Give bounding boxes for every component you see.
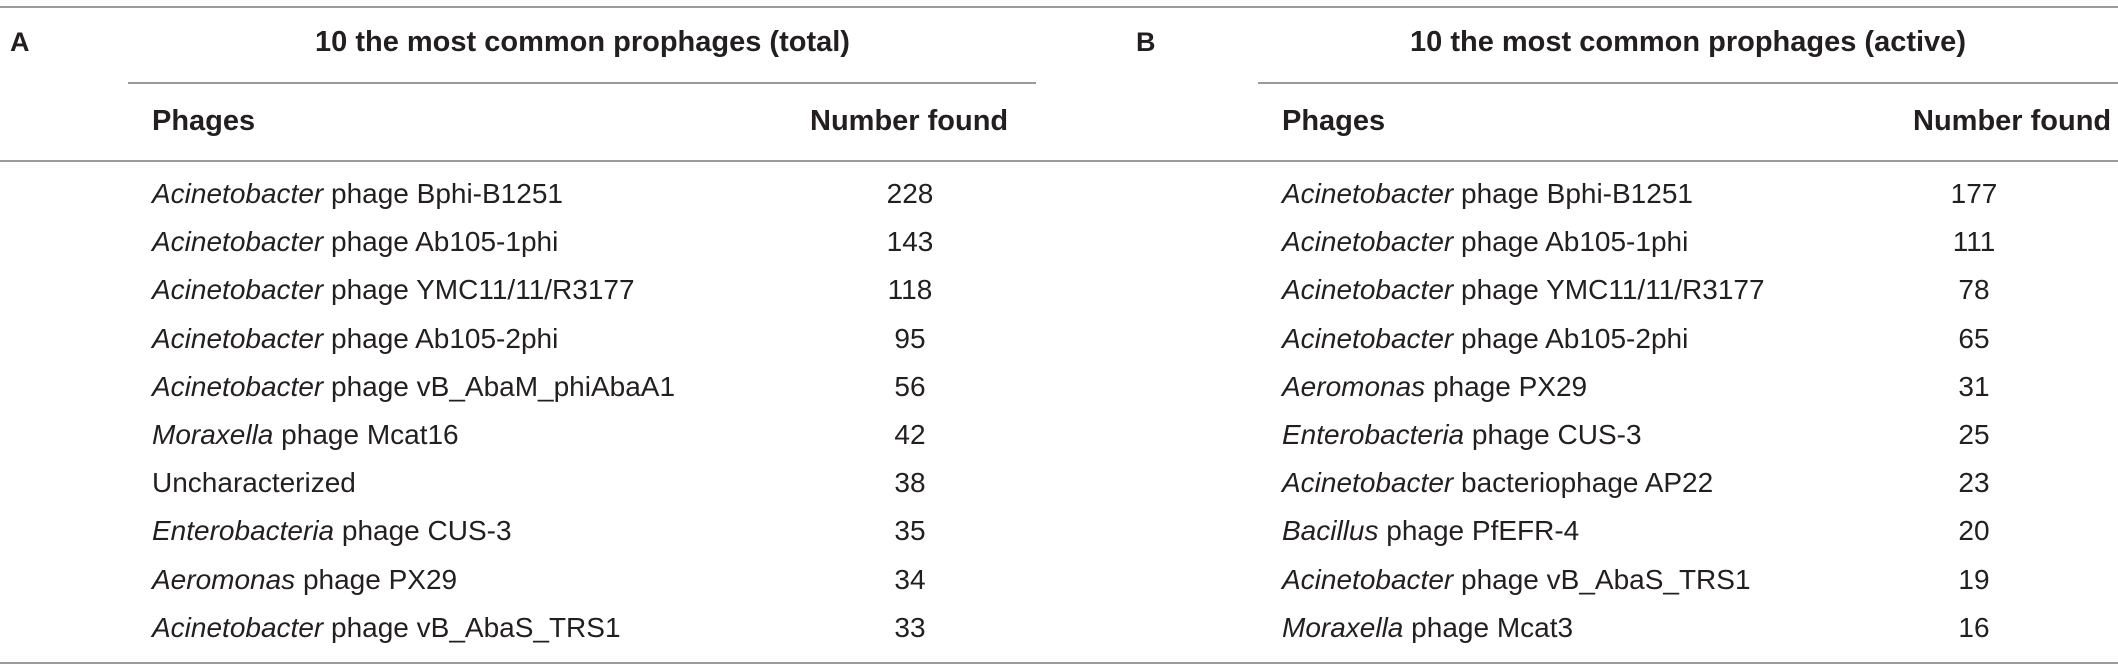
phage-genus: Acinetobacter xyxy=(152,611,324,643)
phage-genus: Acinetobacter xyxy=(1282,226,1454,258)
phage-name xyxy=(152,411,459,459)
phage-genus: Enterobacteria xyxy=(1282,418,1465,450)
phage-genus: Acinetobacter xyxy=(1282,274,1454,306)
table-row xyxy=(1282,507,2112,555)
phage-name xyxy=(152,315,558,363)
table-row xyxy=(152,556,1052,604)
phage-genus: Acinetobacter xyxy=(1282,322,1454,354)
phage-genus: Bacillus xyxy=(1282,515,1379,547)
number-found: 42 xyxy=(894,418,926,450)
table-row xyxy=(1282,604,2112,652)
phage-name xyxy=(152,556,457,604)
number-found: 31 xyxy=(1958,370,1990,402)
number-found: 19 xyxy=(1958,563,1990,595)
panel-label: B xyxy=(1136,27,1156,57)
column-header-number-found: Number found xyxy=(810,105,1009,137)
phage-descriptor: phage Mcat3 xyxy=(1411,611,1574,643)
phage-genus: Moraxella xyxy=(1282,611,1404,643)
table-row xyxy=(152,218,1052,266)
phage-descriptor: phage vB_AbaS_TRS1 xyxy=(1461,563,1751,595)
number-found: 16 xyxy=(1958,611,1990,643)
phage-genus: Acinetobacter xyxy=(1282,563,1454,595)
panel-title: 10 the most common prophages (active) xyxy=(1410,26,1966,58)
phage-descriptor: phage Bphi-B1251 xyxy=(1461,178,1693,209)
table-row xyxy=(152,363,1052,411)
phage-genus: Acinetobacter xyxy=(152,226,324,258)
table-bottom-rule xyxy=(0,662,2118,664)
number-found: 25 xyxy=(1958,418,1990,450)
table-body xyxy=(1282,170,2112,652)
phage-descriptor: phage YMC11/11/R3177 xyxy=(1461,274,1765,306)
phage-descriptor: phage PfEFR-4 xyxy=(1386,515,1580,547)
phage-descriptor: phage PX29 xyxy=(1432,370,1588,402)
panel-title-rule xyxy=(128,82,1036,84)
phage-descriptor: phage CUS-3 xyxy=(341,515,512,547)
phage-descriptor: phage Ab105-2phi xyxy=(1461,322,1689,354)
table-body xyxy=(152,170,1052,652)
phage-descriptor: phage Bphi-B1251 xyxy=(331,178,563,209)
table-row xyxy=(152,411,1052,459)
phage-name xyxy=(152,507,512,555)
table-row xyxy=(152,459,1052,507)
phage-name xyxy=(1282,170,1693,218)
phage-descriptor: phage CUS-3 xyxy=(1471,418,1642,450)
number-found: 118 xyxy=(887,274,933,306)
column-header-number-found: Number found xyxy=(1913,105,2112,137)
phage-name xyxy=(1282,218,1688,266)
table-row xyxy=(1282,363,2112,411)
phage-genus: Moraxella xyxy=(152,418,274,450)
phage-genus: Aeromonas xyxy=(1282,370,1426,402)
phage-name xyxy=(1282,556,1751,604)
number-found: 78 xyxy=(1958,274,1990,306)
table-row xyxy=(152,170,1052,218)
phage-descriptor: phage Mcat16 xyxy=(281,418,459,450)
phage-descriptor: phage YMC11/11/R3177 xyxy=(331,274,635,306)
phage-descriptor: phage Ab105-1phi xyxy=(331,226,559,258)
table-row xyxy=(1282,315,2112,363)
phage-name xyxy=(152,170,563,218)
table-row xyxy=(152,604,1052,652)
number-found: 38 xyxy=(894,467,926,499)
phage-name xyxy=(1282,411,1642,459)
phage-name xyxy=(1282,507,1579,555)
number-found: 177 xyxy=(1950,178,1998,209)
panel-label: A xyxy=(10,27,30,57)
number-found: 143 xyxy=(886,226,934,258)
number-found: 20 xyxy=(1958,515,1990,547)
phage-name xyxy=(1282,604,1573,652)
panel-title: 10 the most common prophages (total) xyxy=(315,26,850,58)
table-row xyxy=(152,507,1052,555)
number-found: 111 xyxy=(1952,226,1996,258)
header-bottom-rule xyxy=(0,160,2118,162)
phage-descriptor: phage Ab105-1phi xyxy=(1461,226,1689,258)
number-found: 56 xyxy=(894,370,926,402)
number-found: 95 xyxy=(894,322,926,354)
phage-descriptor: phage vB_AbaS_TRS1 xyxy=(331,611,621,643)
phage-descriptor: phage PX29 xyxy=(302,563,458,595)
phage-genus: Acinetobacter xyxy=(152,322,324,354)
table-row xyxy=(1282,459,2112,507)
panel-title-rule xyxy=(1258,82,2118,84)
phage-name xyxy=(1282,315,1688,363)
number-found: 23 xyxy=(1958,467,1990,499)
phage-genus: Acinetobacter xyxy=(1282,178,1454,209)
phage-name xyxy=(152,218,558,266)
table-top-rule xyxy=(0,6,2118,8)
number-found: 35 xyxy=(894,515,926,547)
phage-name xyxy=(1282,459,1713,507)
phage-descriptor: phage Ab105-2phi xyxy=(331,322,559,354)
table-row xyxy=(152,266,1052,314)
phage-name xyxy=(152,266,635,314)
phage-genus: Acinetobacter xyxy=(1282,467,1454,499)
phage-genus: Aeromonas xyxy=(152,563,296,595)
phage-descriptor: phage vB_AbaM_phiAbaA1 xyxy=(331,370,676,402)
phage-name xyxy=(1282,266,1765,314)
table-row xyxy=(152,315,1052,363)
phage-genus: Enterobacteria xyxy=(152,515,335,547)
phage-name xyxy=(152,363,675,411)
phage-genus: Acinetobacter xyxy=(152,370,324,402)
number-found: 34 xyxy=(894,563,926,595)
phage-name xyxy=(1282,363,1587,411)
table-row xyxy=(1282,556,2112,604)
table-row xyxy=(1282,266,2112,314)
number-found: 228 xyxy=(886,178,934,209)
column-header-phages: Phages xyxy=(152,105,256,137)
phage-descriptor: bacteriophage AP22 xyxy=(1461,467,1714,499)
number-found: 65 xyxy=(1958,322,1990,354)
number-found: 33 xyxy=(894,611,926,643)
phage-descriptor: Uncharacterized xyxy=(152,467,356,499)
table-row xyxy=(1282,170,2112,218)
table-row xyxy=(1282,411,2112,459)
column-header-phages: Phages xyxy=(1282,105,1386,137)
phage-genus: Acinetobacter xyxy=(152,178,324,209)
phage-genus: Acinetobacter xyxy=(152,274,324,306)
phage-name xyxy=(152,604,621,652)
phage-name xyxy=(152,459,356,507)
table-row xyxy=(1282,218,2112,266)
